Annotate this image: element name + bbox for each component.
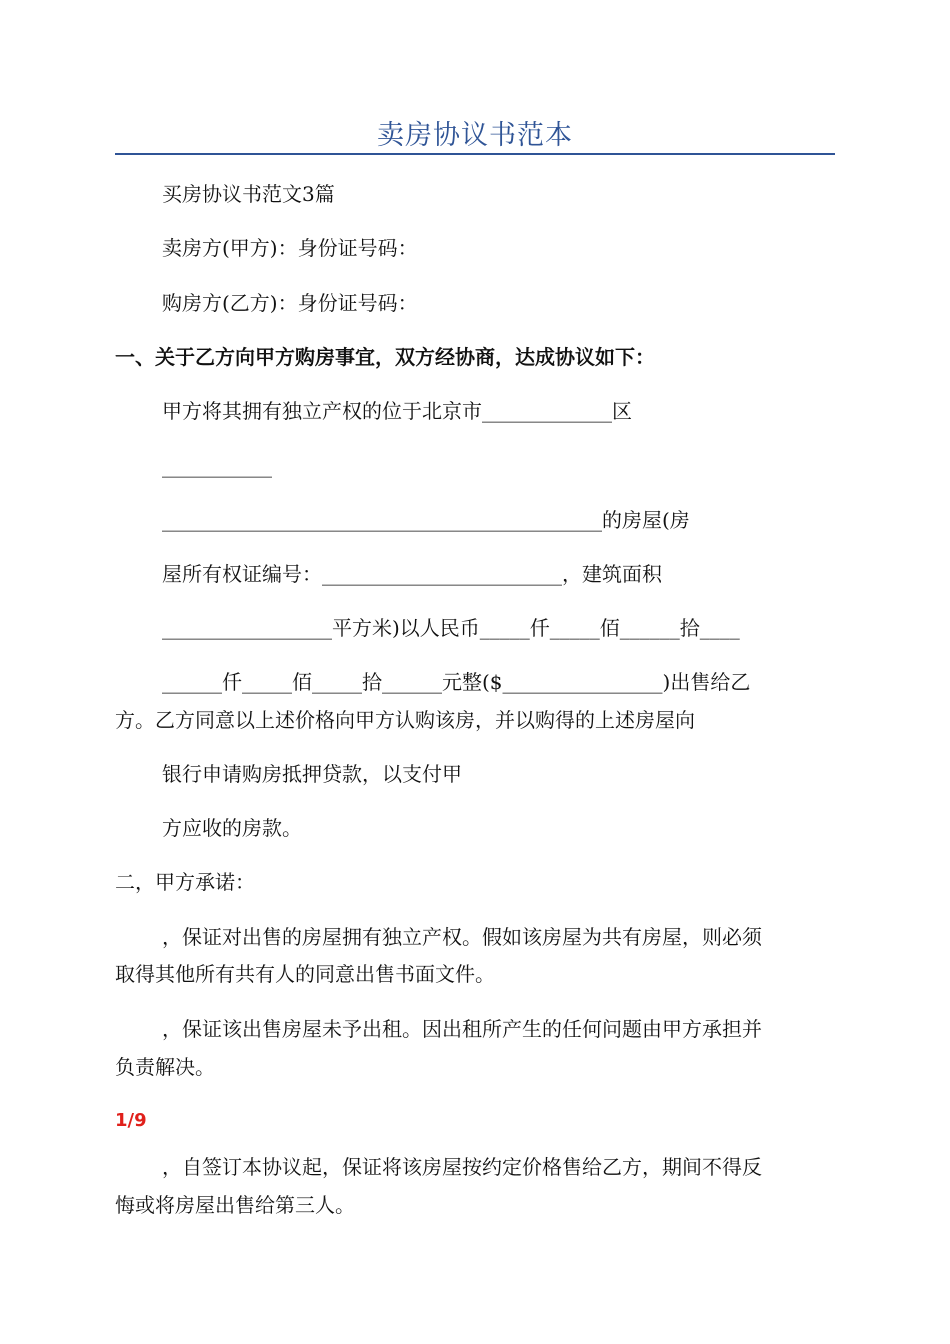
section-heading-1: 一、关于乙方向甲方购房事宜，双方经协商，达成协议如下： [115,345,655,369]
body-line: ，保证对出售的房屋拥有独立产权。假如该房屋为共有房屋，则必须 [162,925,762,949]
body-line: 方。乙方同意以上述价格向甲方认购该房，并以购得的上述房屋向 [115,708,695,732]
body-line: 取得其他所有共有人的同意出售书面文件。 [115,962,495,986]
body-line: ______仟_____佰_____拾______元整($________________)出售给乙 [162,670,751,694]
body-line: 负责解决。 [115,1055,215,1079]
body-line: ，自签订本协议起，保证将该房屋按约定价格售给乙方，期间不得反 [162,1155,762,1179]
section-heading-2: 二，甲方承诺： [115,870,255,894]
body-line: 银行申请购房抵押贷款，以支付甲 [162,762,462,786]
body-line: 悔或将房屋出售给第三人。 [115,1193,355,1217]
seller-line: 卖房方(甲方)：身份证号码： [162,236,418,260]
body-line: _________________平方米)以人民币_____仟_____佰______拾____ [162,616,740,640]
body-line: 方应收的房款。 [162,816,302,840]
document-title: 卖房协议书范本 [377,120,573,151]
body-line: 甲方将其拥有独立产权的位于北京市_____________区 [162,399,632,423]
buyer-line: 购房方(乙方)：身份证号码： [162,291,418,315]
subtitle-line: 买房协议书范文3篇 [162,182,335,206]
body-line: 屋所有权证编号：________________________，建筑面积 [162,562,662,586]
body-line: ___________ [162,454,272,478]
page-number: 1/9 [115,1110,147,1131]
body-line: ，保证该出售房屋未予出租。因出租所产生的任何问题由甲方承担并 [162,1017,762,1041]
title-underline [115,153,835,155]
body-line: ____________________________________________的房屋(房 [162,508,690,532]
